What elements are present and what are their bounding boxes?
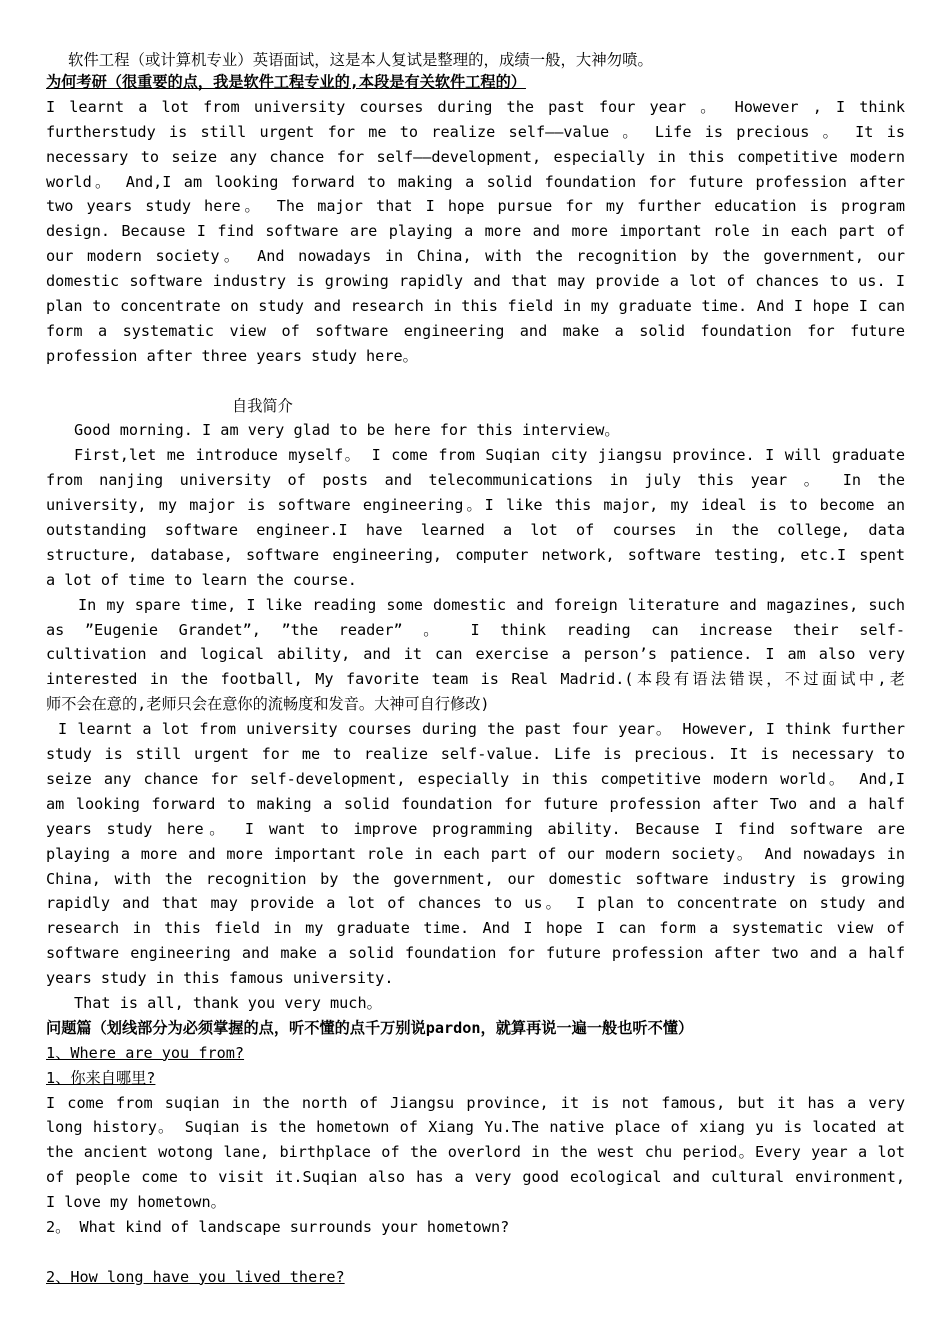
text-line: world。 And,I am looking forward to making a solid foundation for future profession after [46, 172, 905, 191]
text-line: domestic software industry is growing rapidly and that may provide a lot of chances to us. I [46, 272, 905, 291]
self-intro-paragraphs [46, 418, 905, 1015]
text-line: two years study here。 The major that I hope pursue for my further education is program [46, 197, 905, 216]
text-line: I learnt a lot from university courses during the past four year 。 However , I think [46, 97, 905, 116]
text-line: plan to concentrate on study and research in this field in my graduate time. And I hope I can [46, 297, 905, 316]
text-line: interested in the football, My favorite team is Real Madrid.(本段有语法错误，不过面试中,老 [46, 670, 905, 689]
question-1-cn-text: 1、你来自哪里? [46, 1068, 156, 1087]
text-line: In my spare time, I like reading some domestic and foreign literature and magazines, such [78, 595, 905, 614]
text-line: software engineering and make a solid foundation for future profession after two and a half [46, 944, 905, 963]
text-line: I love my hometown。 [46, 1193, 226, 1212]
text-line: profession after three years study here。 [46, 346, 418, 365]
text-line: university, my major is software engineering。I like this major, my ideal is to become an [46, 496, 905, 515]
text-line: form a systematic view of software engineering and make a solid foundation for future [46, 321, 905, 340]
text-line: furtherstudy is still urgent for me to realize self——value 。 Life is precious 。 It is [46, 122, 905, 141]
text-line: a lot of time to learn the course. [46, 570, 357, 589]
text-line: First,let me introduce myself。 I come from Suqian city jiangsu province. I will graduate [74, 446, 905, 465]
text-line: 师不会在意的,老师只会在意你的流畅度和发音。大神可自行修改) [46, 695, 490, 714]
text-line: structure, database, software engineering, computer network, software testing, etc.I spent [46, 545, 905, 564]
text-line: as ”Eugenie Grandet”, ”the reader” 。 I think reading can increase their self- [46, 620, 905, 639]
text-line: cultivation and logical ability, and it can exercise a person’s patience. I am also very [46, 645, 905, 664]
intro-note: 软件工程（或计算机专业）英语面试，这是本人复试是整理的，成绩一般，大神勿喷。 [68, 51, 653, 69]
question-1-answer [46, 1091, 905, 1215]
why-heading: 为何考研（很重要的点，我是软件工程专业的,本段是有关软件工程的） [46, 73, 526, 91]
text-line: seize any chance for self-development, especially in this competitive modern world。 And,I [46, 769, 905, 788]
text-line: playing a more and more important role in each part of our modern society。 And nowadays in [46, 844, 905, 863]
text-line: I learnt a lot from university courses during the past four year。 However, I think further [58, 720, 905, 739]
question-1-en [46, 1041, 905, 1066]
questions-heading: 问题篇（划线部分为必须掌握的点，听不懂的点千万别说pardon，就算再说一遍一般也听不懂） [46, 1018, 694, 1037]
question-1-en-text: 1、Where are you from? [46, 1043, 245, 1062]
text-line: research in this field in my graduate time. And I hope I can form a systematic view of [46, 919, 905, 938]
text-line: China, with the recognition by the government, our domestic software industry is growing [46, 869, 905, 888]
text-line: years study here。 I want to improve programming ability. Because I find software are [46, 819, 905, 838]
text-line: study is still urgent for me to realize self-value. Life is precious. It is necessary to [46, 745, 905, 764]
text-line: the ancient wotong lane, birthplace of the overlord in the west chu period。Every year a lot [46, 1143, 905, 1162]
text-line: necessary to seize any chance for self——development, especially in this competitive modern [46, 147, 905, 166]
text-line: from nanjing university of posts and telecommunications in july this year 。 In the [46, 471, 905, 490]
text-line: our modern society。 And nowadays in China, with the recognition by the government, our [46, 247, 905, 266]
text-line: outstanding software engineer.I have learned a lot of courses in the college, data [46, 521, 905, 540]
text-line: years study in this famous university. [46, 969, 394, 988]
question-3-en [46, 1265, 905, 1290]
text-line: long history。 Suqian is the hometown of Xiang Yu.The native place of xiang yu is located at [46, 1118, 905, 1137]
text-line: I come from suqian in the north of Jiangsu province, it is not famous, but it has a very [46, 1093, 905, 1112]
question-3-en-text: 2、How long have you lived there? [46, 1267, 345, 1286]
text-line: Good morning. I am very glad to be here for this interview。 [74, 421, 620, 440]
text-line: am looking forward to making a solid foundation for future profession after Two and a half [46, 794, 905, 813]
text-line: of people come to visit it.Suqian also has a very good ecological and cultural environment, [46, 1168, 905, 1187]
self-intro-title: 自我简介 [232, 396, 293, 415]
why-paragraph [46, 95, 905, 369]
question-2: 2。 What kind of landscape surrounds your hometown? [46, 1217, 510, 1236]
text-line: That is all, thank you very much。 [74, 993, 382, 1012]
text-line: rapidly and that may provide a lot of chances to us。 I plan to concentrate on study and [46, 894, 905, 913]
question-1-cn [46, 1066, 905, 1091]
text-line: design. Because I find software are playing a more and more important role in each part of [46, 222, 905, 241]
